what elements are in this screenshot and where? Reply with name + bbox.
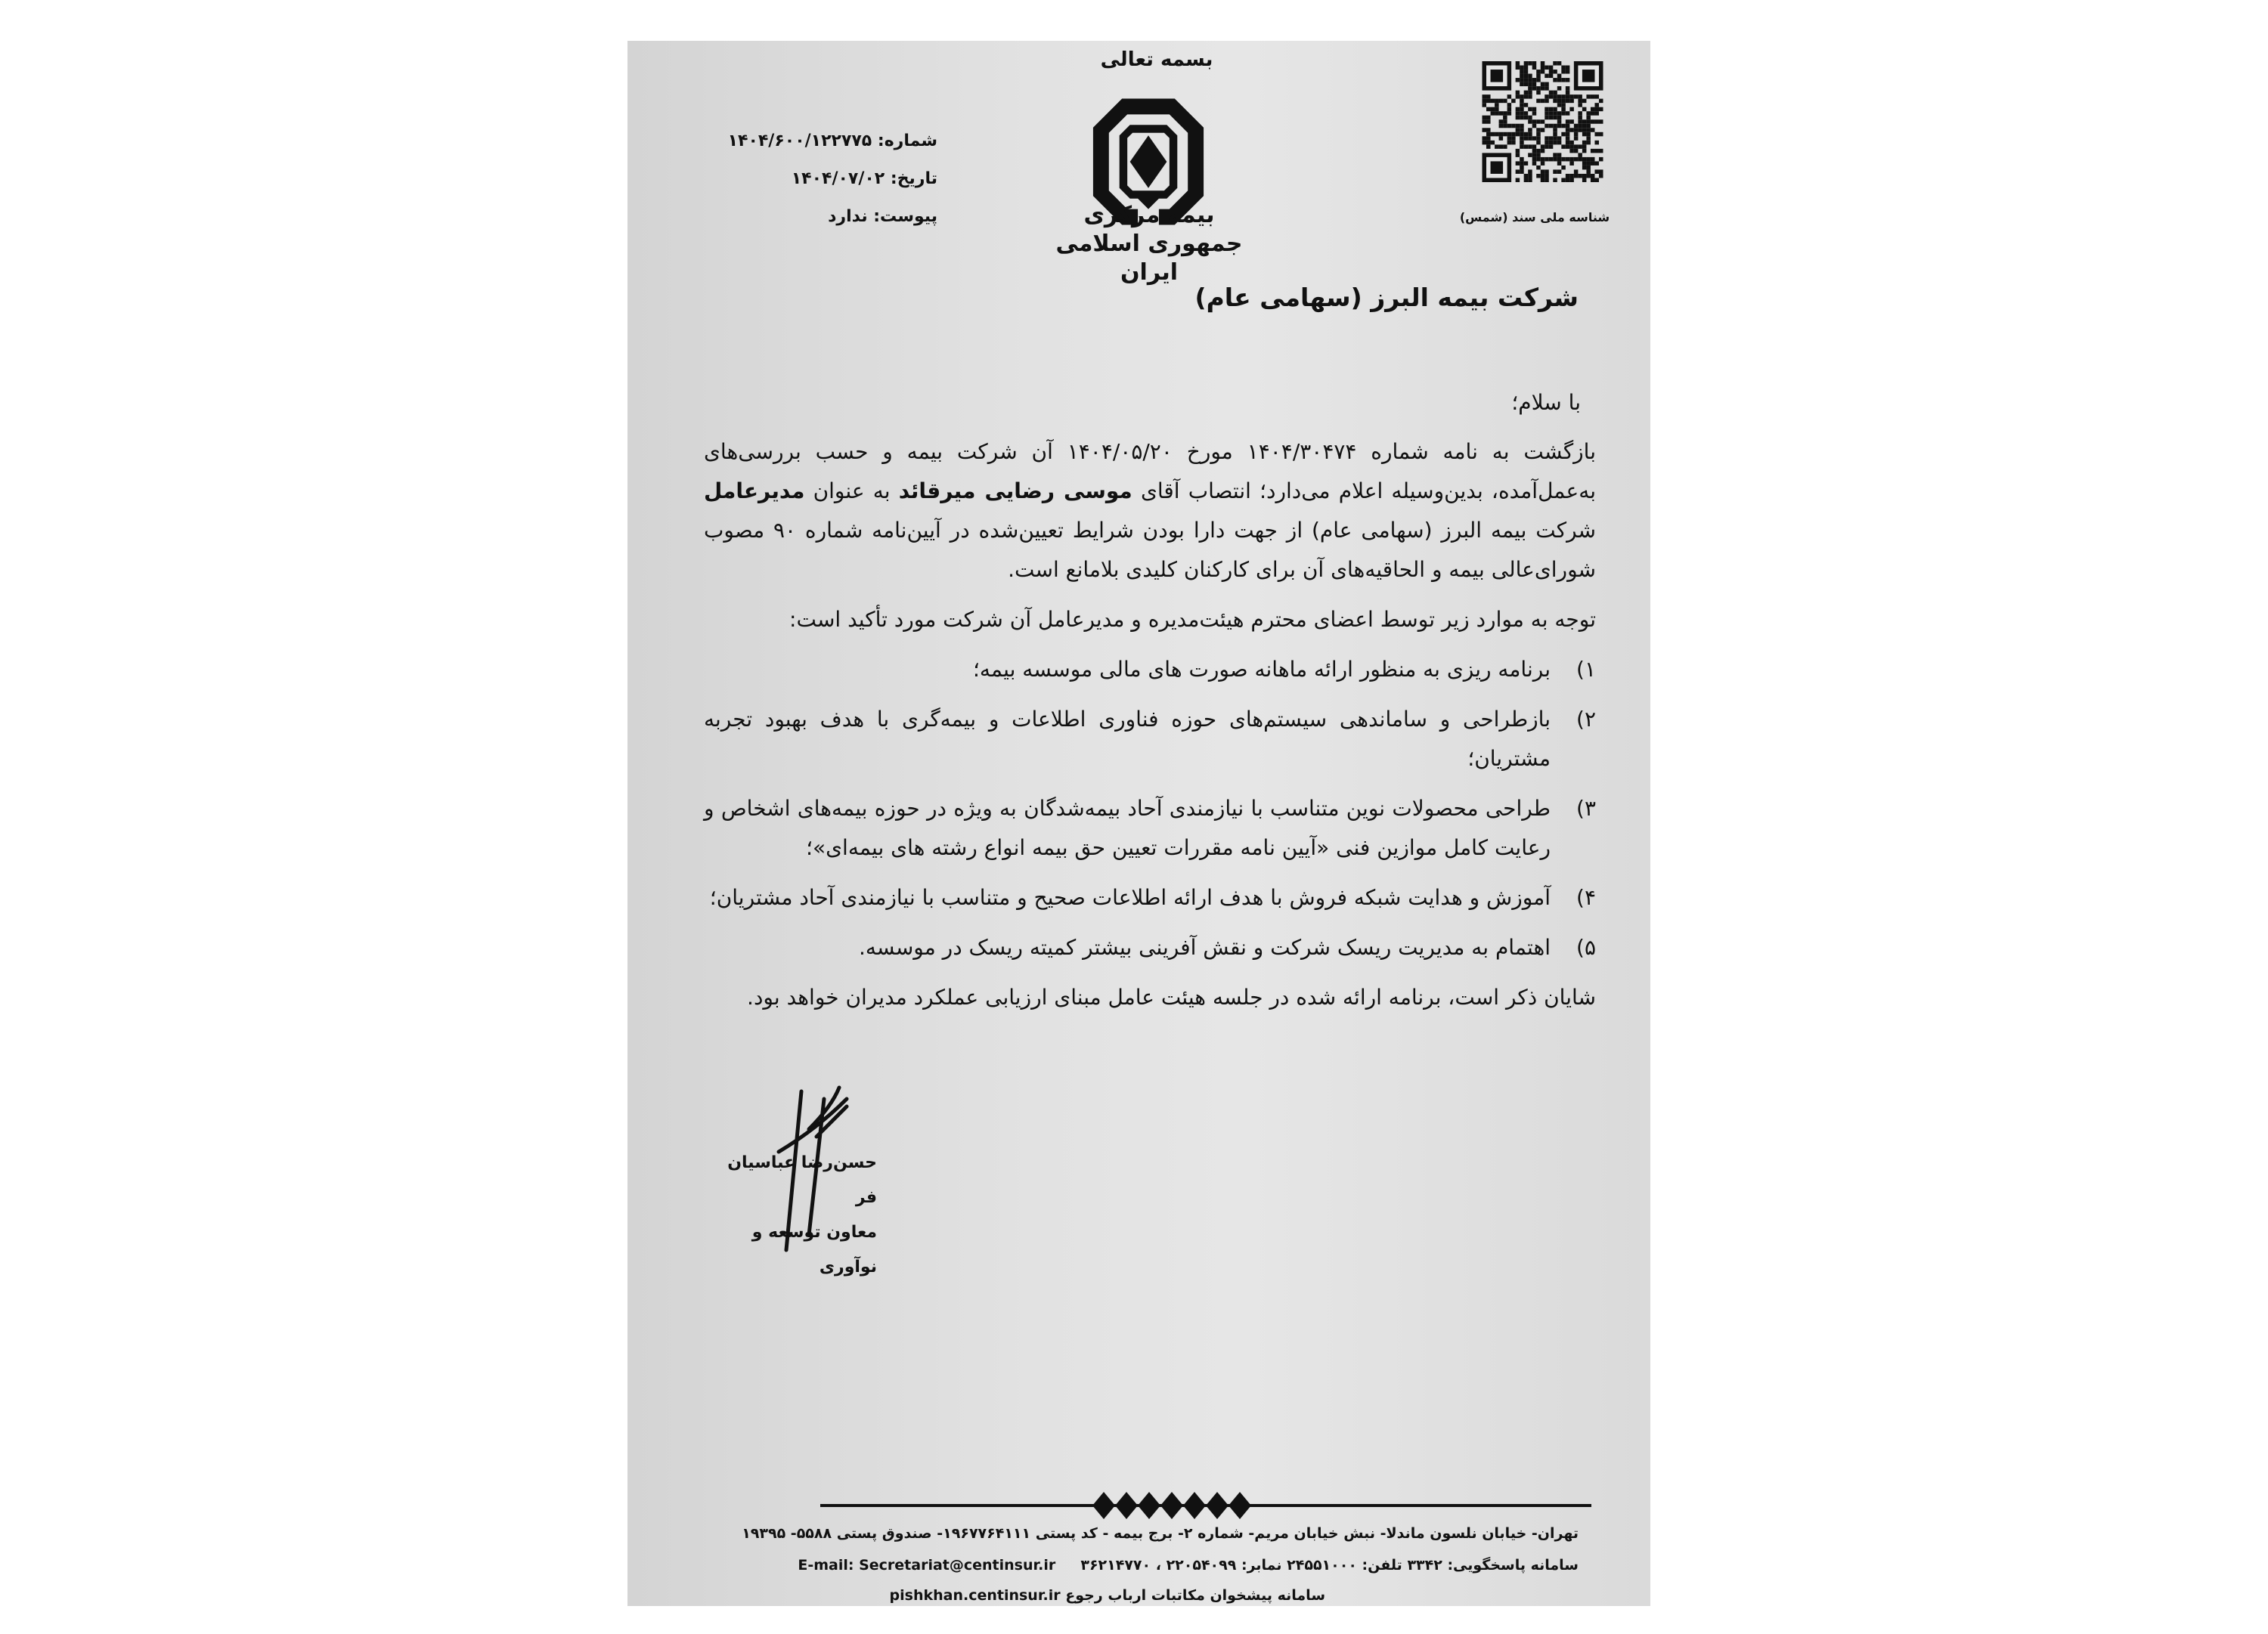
signer-name: حسن‌رضا عباسیان فر bbox=[727, 1153, 877, 1207]
p1-text-b: به عنوان bbox=[813, 478, 891, 503]
item-number: ۱) bbox=[1576, 657, 1596, 682]
list-item bbox=[704, 878, 1596, 918]
ornament-diamond bbox=[1228, 1492, 1251, 1519]
item-number: ۲) bbox=[1576, 707, 1596, 732]
ornament-diamond bbox=[1160, 1492, 1183, 1519]
signer-block bbox=[726, 1146, 877, 1285]
qr-label: شناسه ملی سند (شمس) bbox=[1459, 210, 1610, 224]
list-item bbox=[704, 789, 1596, 868]
item-number: ۴) bbox=[1576, 885, 1596, 910]
item-text: بازطراحی و ساماندهی سیستم‌های حوزه فناوری اطلاعات و بیمه‌گری با هدف بهبود تجربه مشتریان؛ bbox=[704, 707, 1551, 771]
qr-code bbox=[1476, 61, 1610, 182]
footer-address: تهران- خیابان نلسون ماندلا- نبش خیابان مریم- شماره ۲- برج بیمه - کد پستی ۱۹۶۷۷۶۴۱۱۱- صندوق پستی ۵۵۸۸- ۱۹۳۹۵ bbox=[742, 1525, 1579, 1542]
appointee-name: موسی رضایی میرقائد bbox=[898, 478, 1132, 503]
closing-paragraph: شایان ذکر است، برنامه ارائه شده در جلسه هیئت عامل مبنای ارزیابی عملکرد مدیران خواهد بود. bbox=[747, 985, 1596, 1010]
item-text: اهتمام به مدیریت ریسک شرکت و نقش آفرینی بیشتر کمیته ریسک در موسسه. bbox=[858, 935, 1551, 960]
p1-text-c: شرکت بیمه البرز (سهامی عام) از جهت دارا بودن شرایط تعیین‌شده در آیین‌نامه شماره ۹۰ مصوب شورای‌عالی بیمه و الحاقیه‌های آن برای کارکنان کلیدی بلامانع است. bbox=[704, 518, 1596, 582]
item-text: آموزش و هدایت شبکه فروش با هدف ارائه اطلاعات صحیح و متناسب با نیازمندی آحاد مشتریان؛ bbox=[709, 885, 1551, 910]
item-text: طراحی محصولات نوین متناسب با نیازمندی آحاد بیمه‌شدگان به ویژه در حوزه بیمه‌های اشخاص و رعایت کامل موازین فنی «آیین نامه مقررات تعیین حق بیمه انواع رشته های بیمه‌ای»؛ bbox=[704, 796, 1551, 860]
logo-line-2: جمهوری اسلامی ایران bbox=[1055, 231, 1243, 286]
footer-ornament bbox=[1092, 1490, 1251, 1521]
footer-contact bbox=[671, 1557, 1579, 1574]
ornament-diamond bbox=[1183, 1492, 1206, 1519]
footer-portal: سامانه پیشخوان مکاتبات ارباب رجوع pishkhan.centinsur.ir bbox=[889, 1587, 1325, 1604]
paragraph-1 bbox=[704, 432, 1596, 590]
requirements-list bbox=[704, 650, 1596, 967]
list-item bbox=[704, 928, 1596, 967]
letter-attachment: پیوست: ندارد bbox=[828, 207, 937, 226]
letter-body bbox=[704, 432, 1596, 1028]
p1-text-a: بازگشت به نامه شماره ۱۴۰۴/۳۰۴۷۴ مورخ ۱۴۰۴/۰۵/۲۰ آن شرکت بیمه و حسب بررسی‌های به‌عمل‌آمده، بدین‌وسیله اعلام می‌دارد؛ انتصاب آقای bbox=[704, 439, 1597, 503]
ornament-diamond bbox=[1138, 1492, 1160, 1519]
salutation: با سلام؛ bbox=[1511, 390, 1581, 415]
signer-title: معاون توسعه و نوآوری bbox=[751, 1223, 877, 1277]
list-item bbox=[704, 650, 1596, 689]
logo-line-1: بیمه مرکزی bbox=[1083, 202, 1215, 228]
invocation: بسمه تعالی bbox=[1100, 48, 1213, 71]
paragraph-2: توجه به موارد زیر توسط اعضای محترم هیئت‌مدیره و مدیرعامل آن شرکت مورد تأکید است: bbox=[789, 607, 1596, 632]
letter-date: تاریخ: ۱۴۰۴/۰۷/۰۲ bbox=[791, 169, 937, 188]
letter-meta bbox=[688, 122, 937, 236]
item-number: ۳) bbox=[1576, 796, 1596, 821]
recipient: شرکت بیمه البرز (سهامی عام) bbox=[1194, 283, 1579, 312]
ornament-diamond bbox=[1092, 1492, 1115, 1519]
letter-page bbox=[627, 41, 1650, 1606]
ornament-diamond bbox=[1206, 1492, 1228, 1519]
footer-phones: سامانه پاسخگویی: ۳۳۴۲ تلفن: ۲۴۵۵۱۰۰۰ نمابر: ۲۲۰۵۴۰۹۹ ، ۳۶۲۱۴۷۷۰ bbox=[1080, 1557, 1579, 1574]
letter-number: شماره: ۱۴۰۴/۶۰۰/۱۲۲۷۷۵ bbox=[727, 132, 937, 150]
ornament-diamond bbox=[1115, 1492, 1138, 1519]
item-number: ۵) bbox=[1576, 935, 1596, 960]
logo-text bbox=[1036, 201, 1263, 287]
item-text: برنامه ریزی به منظور ارائه ماهانه صورت های مالی موسسه بیمه؛ bbox=[973, 657, 1551, 682]
appointee-role: مدیرعامل bbox=[704, 478, 805, 503]
list-item bbox=[704, 700, 1596, 778]
footer-email: E-mail: Secretariat@centinsur.ir bbox=[798, 1557, 1056, 1574]
